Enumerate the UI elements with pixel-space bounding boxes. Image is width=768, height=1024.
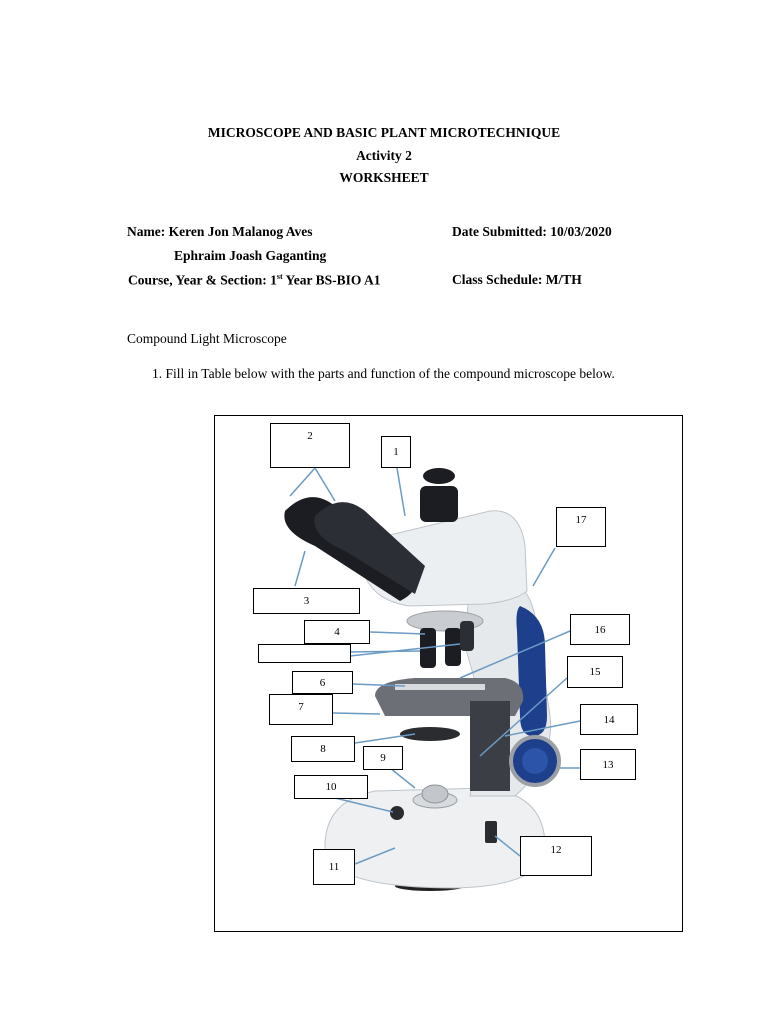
label-box-7[interactable]: 7 [269,694,333,725]
label-box-4[interactable]: 4 [304,620,370,644]
leader-line-7 [333,713,380,714]
fine-focus-knob [522,748,548,774]
leader-line-5b [350,644,460,656]
leader-line-17 [533,548,555,586]
date-submitted: Date Submitted: 10/03/2020 [452,224,612,239]
instruction-text: 1. Fill in Table below with the parts and function of the compound microscope below. [152,366,615,381]
light-switch [390,806,404,820]
label-box-5[interactable] [258,644,351,663]
student-name-2: Ephraim Joash Gaganting [174,248,327,263]
leader-line-1 [397,468,405,516]
condenser [400,727,460,741]
section-heading: Compound Light Microscope [127,331,287,346]
label-box-1[interactable]: 1 [381,436,411,468]
label-box-10[interactable]: 10 [294,775,368,799]
leader-line-8 [355,734,415,743]
label-box-11[interactable]: 11 [313,849,355,885]
trinocular-port [420,486,458,522]
label-box-16[interactable]: 16 [570,614,630,645]
worksheet-title: WORKSHEET [339,170,429,185]
stage-clip [395,684,485,690]
objective-3 [460,621,474,651]
leader-line-2b [315,468,335,501]
objective-2 [445,628,461,666]
microscope-figure [214,415,683,932]
leader-line-9 [390,768,415,788]
label-box-12[interactable]: 12 [520,836,592,876]
course-suffix: Year BS-BIO A1 [282,272,381,288]
course-ordinal: st [276,272,283,281]
label-box-2[interactable]: 2 [270,423,350,468]
brightness-dial [485,821,497,843]
course-section [128,272,381,289]
leader-line-4 [370,632,425,634]
leader-line-2a [290,468,315,496]
leader-line-3 [295,551,305,586]
trinocular-top [423,468,455,484]
label-box-9[interactable]: 9 [363,746,403,770]
label-box-17[interactable]: 17 [556,507,606,547]
label-box-8[interactable]: 8 [291,736,355,762]
label-box-15[interactable]: 15 [567,656,623,688]
label-box-13[interactable]: 13 [580,749,636,780]
course-prefix: Course, Year & Section: 1 [128,272,277,288]
label-box-3[interactable]: 3 [253,588,360,614]
activity-title: Activity 2 [356,148,412,163]
label-box-6[interactable]: 6 [292,671,353,694]
class-schedule: Class Schedule: M/TH [452,272,582,287]
mechanical-stage [470,701,510,791]
page-title: MICROSCOPE AND BASIC PLANT MICROTECHNIQUE [207,125,561,140]
illuminator [422,785,448,803]
arm-accent-strip [516,606,547,736]
student-name: Name: Keren Jon Malanog Aves [127,224,313,239]
label-box-14[interactable]: 14 [580,704,638,735]
